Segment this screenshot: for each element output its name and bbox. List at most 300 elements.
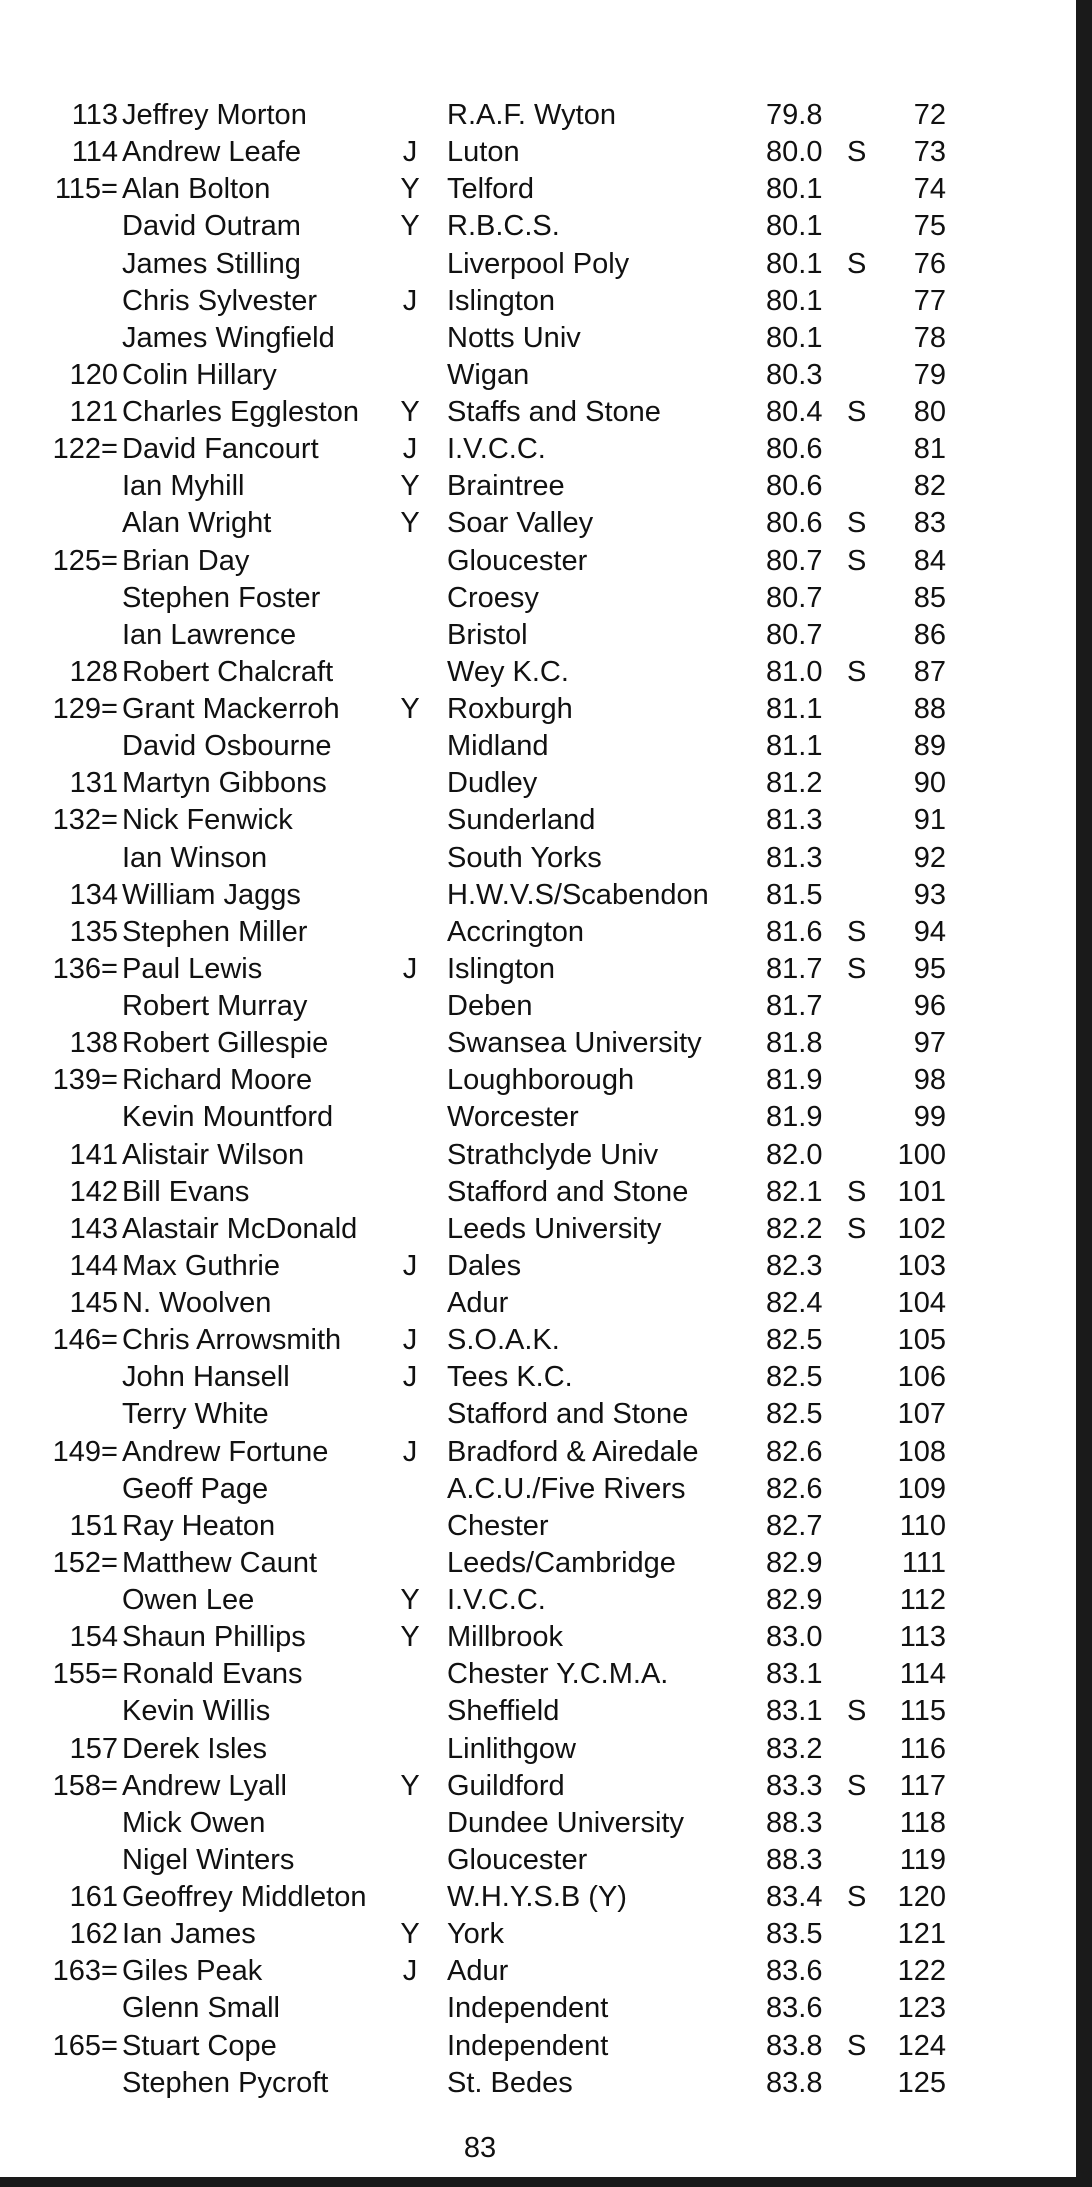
place-number: 110: [899, 1509, 946, 1542]
result-row: [0, 1731, 1060, 1768]
position: 154: [69, 1621, 118, 1654]
result-row: [0, 320, 1060, 357]
place-number: 78: [913, 321, 946, 354]
place-number: 98: [913, 1064, 946, 1097]
club-name: R.B.C.S.: [447, 210, 560, 243]
competitor-name: Owen Lee: [122, 1584, 255, 1616]
finish-time: 83.4: [766, 1881, 823, 1913]
place-number: 114: [899, 1658, 946, 1691]
position: 128: [69, 655, 118, 688]
category-code: J: [402, 433, 418, 466]
competitor-name: William Jaggs: [122, 878, 301, 911]
finish-time: 80.1: [766, 210, 823, 243]
result-row: [0, 1211, 1060, 1248]
finish-time: 83.8: [766, 2029, 823, 2062]
result-row: [0, 2028, 1060, 2065]
club-name: Independent: [447, 2029, 609, 2062]
competitor-name: Paul Lewis: [122, 952, 263, 985]
place-number: 83: [913, 507, 946, 540]
competitor-name: Giles Peak: [122, 1955, 263, 1988]
category-code: J: [402, 952, 418, 985]
result-row: [0, 1545, 1060, 1582]
result-row: [0, 840, 1060, 877]
place-number: 91: [913, 804, 946, 837]
finish-time: 82.0: [766, 1138, 823, 1171]
flag-code: S: [847, 1695, 867, 1728]
finish-time: 80.4: [766, 396, 823, 428]
competitor-name: N. Woolven: [122, 1287, 272, 1319]
finish-time: 82.2: [766, 1212, 823, 1245]
flag-code: S: [847, 136, 867, 169]
place-number: 109: [897, 1472, 946, 1505]
finish-time: 81.2: [766, 767, 823, 800]
competitor-name: Kevin Willis: [122, 1695, 271, 1728]
result-row: [0, 914, 1060, 951]
position: 158=: [52, 1769, 118, 1802]
finish-time: 81.0: [766, 655, 823, 688]
competitor-name: Colin Hillary: [122, 358, 277, 391]
result-row: [0, 1953, 1060, 1990]
finish-time: 79.8: [766, 99, 823, 131]
competitor-name: Robert Chalcraft: [122, 655, 334, 688]
result-row: [0, 951, 1060, 988]
position: 144: [69, 1249, 118, 1282]
club-name: Deben: [447, 990, 533, 1022]
place-number: 80: [913, 396, 946, 428]
competitor-name: David Osbourne: [122, 730, 332, 763]
place-number: 104: [897, 1287, 946, 1319]
place-number: 86: [913, 618, 946, 651]
finish-time: 82.5: [766, 1361, 823, 1394]
place-number: 115: [899, 1695, 946, 1728]
result-row: [0, 1174, 1060, 1211]
position: 113: [71, 99, 118, 131]
finish-time: 82.6: [766, 1472, 823, 1505]
club-name: Sheffield: [447, 1695, 560, 1728]
place-number: 107: [897, 1398, 946, 1431]
competitor-name: Derek Isles: [122, 1732, 268, 1765]
competitor-name: Geoff Page: [122, 1472, 269, 1505]
result-row: [0, 1656, 1060, 1693]
club-name: Leeds/Cambridge: [447, 1546, 676, 1579]
competitor-name: Stephen Foster: [122, 581, 321, 614]
position: 139=: [52, 1064, 118, 1097]
club-name: Wey K.C.: [447, 655, 569, 688]
competitor-name: Ian Lawrence: [122, 618, 297, 651]
flag-code: S: [847, 1212, 867, 1245]
competitor-name: Alan Bolton: [122, 173, 271, 206]
result-row: [0, 1137, 1060, 1174]
position: 132=: [52, 804, 118, 837]
club-name: Dundee University: [447, 1806, 684, 1839]
club-name: A.C.U./Five Rivers: [447, 1472, 686, 1505]
place-number: 84: [913, 544, 946, 577]
finish-time: 82.4: [766, 1287, 823, 1319]
position: 152=: [52, 1546, 118, 1579]
category-code: J: [402, 1249, 418, 1282]
position: 122=: [52, 433, 118, 466]
finish-time: 82.6: [766, 1435, 823, 1468]
category-code: Y: [400, 1584, 420, 1616]
finish-time: 82.1: [766, 1175, 823, 1208]
finish-time: 82.9: [766, 1546, 823, 1579]
finish-time: 80.7: [766, 581, 823, 614]
place-number: 92: [913, 841, 946, 874]
finish-time: 83.1: [766, 1658, 823, 1691]
flag-code: S: [847, 507, 867, 540]
position: 135: [69, 915, 118, 948]
place-number: 108: [897, 1435, 946, 1468]
page-number: 83: [463, 2132, 497, 2164]
position: 162: [69, 1918, 118, 1951]
competitor-name: Andrew Lyall: [122, 1769, 287, 1802]
competitor-name: Ian Winson: [122, 841, 268, 874]
result-row: [0, 1434, 1060, 1471]
club-name: Bradford & Airedale: [447, 1435, 699, 1468]
position: 114: [71, 136, 118, 169]
finish-time: 80.1: [766, 173, 823, 206]
scan-edge-bottom: [0, 2177, 1092, 2187]
flag-code: S: [847, 1881, 867, 1913]
club-name: York: [447, 1918, 504, 1951]
result-row: [0, 431, 1060, 468]
place-number: 106: [897, 1361, 946, 1394]
finish-time: 80.1: [766, 247, 823, 280]
club-name: I.V.C.C.: [447, 1584, 546, 1616]
position: 145: [69, 1287, 118, 1319]
result-row: [0, 1396, 1060, 1433]
position: 131: [69, 767, 118, 800]
competitor-name: Chris Sylvester: [122, 284, 317, 317]
competitor-name: John Hansell: [122, 1361, 290, 1394]
competitor-name: Ian James: [122, 1918, 256, 1951]
competitor-name: Ian Myhill: [122, 470, 245, 503]
finish-time: 88.3: [766, 1843, 823, 1876]
result-row: [0, 1322, 1060, 1359]
place-number: 77: [913, 284, 946, 317]
place-number: 113: [899, 1621, 946, 1654]
club-name: Adur: [447, 1287, 509, 1319]
result-row: [0, 134, 1060, 171]
club-name: Soar Valley: [447, 507, 594, 540]
finish-time: 81.3: [766, 804, 823, 837]
finish-time: 82.7: [766, 1509, 823, 1542]
club-name: Strathclyde Univ: [447, 1138, 659, 1171]
place-number: 73: [913, 136, 946, 169]
position: 142: [69, 1175, 118, 1208]
club-name: Dales: [447, 1249, 522, 1282]
competitor-name: Max Guthrie: [122, 1249, 280, 1282]
club-name: Linlithgow: [447, 1732, 576, 1765]
place-number: 119: [899, 1843, 946, 1876]
category-code: Y: [400, 396, 420, 428]
position: 143: [69, 1212, 118, 1245]
result-row: [0, 988, 1060, 1025]
place-number: 117: [899, 1769, 946, 1802]
competitor-name: Stephen Pycroft: [122, 2066, 329, 2099]
result-row: [0, 1099, 1060, 1136]
club-name: Adur: [447, 1955, 509, 1988]
position: 136=: [52, 952, 118, 985]
result-row: [0, 1359, 1060, 1396]
finish-time: 82.3: [766, 1249, 823, 1282]
place-number: 102: [897, 1212, 946, 1245]
finish-time: 81.6: [766, 915, 823, 948]
place-number: 72: [913, 99, 946, 131]
flag-code: S: [847, 247, 867, 280]
result-row: [0, 1990, 1060, 2027]
place-number: 103: [897, 1249, 946, 1282]
competitor-name: Robert Gillespie: [122, 1027, 329, 1060]
result-row: [0, 505, 1060, 542]
result-row: [0, 1879, 1060, 1916]
position: 121: [69, 396, 118, 428]
competitor-name: Andrew Fortune: [122, 1435, 329, 1468]
place-number: 74: [913, 173, 946, 206]
club-name: Stafford and Stone: [447, 1175, 689, 1208]
result-row: [0, 171, 1060, 208]
place-number: 93: [913, 878, 946, 911]
place-number: 111: [901, 1546, 946, 1579]
finish-time: 80.6: [766, 470, 823, 503]
club-name: Worcester: [447, 1101, 579, 1134]
finish-time: 80.7: [766, 544, 823, 577]
place-number: 89: [913, 730, 946, 763]
competitor-name: Andrew Leafe: [122, 136, 301, 169]
competitor-name: Geoffrey Middleton: [122, 1881, 367, 1913]
club-name: Islington: [447, 952, 556, 985]
place-number: 97: [913, 1027, 946, 1060]
position: 115=: [54, 173, 118, 206]
result-row: [0, 1471, 1060, 1508]
finish-time: 83.3: [766, 1769, 823, 1802]
club-name: Guildford: [447, 1769, 565, 1802]
result-row: [0, 1508, 1060, 1545]
category-code: J: [402, 1435, 418, 1468]
result-row: [0, 654, 1060, 691]
competitor-name: Alan Wright: [122, 507, 272, 540]
result-row: [0, 1768, 1060, 1805]
competitor-name: Charles Eggleston: [122, 396, 359, 428]
competitor-name: James Wingfield: [122, 321, 335, 354]
club-name: Stafford and Stone: [447, 1398, 689, 1431]
place-number: 122: [897, 1955, 946, 1988]
result-row: [0, 97, 1060, 134]
category-code: J: [402, 1324, 418, 1357]
category-code: Y: [400, 210, 420, 243]
position: 125=: [52, 544, 118, 577]
category-code: Y: [400, 470, 420, 503]
finish-time: 83.6: [766, 1992, 823, 2025]
result-row: [0, 1062, 1060, 1099]
club-name: Chester: [447, 1509, 549, 1542]
position: 141: [69, 1138, 118, 1171]
place-number: 99: [913, 1101, 946, 1134]
competitor-name: David Outram: [122, 210, 301, 243]
club-name: Staffs and Stone: [447, 396, 661, 428]
result-row: [0, 728, 1060, 765]
result-row: [0, 543, 1060, 580]
place-number: 95: [913, 952, 946, 985]
place-number: 105: [897, 1324, 946, 1357]
finish-time: 83.1: [766, 1695, 823, 1728]
result-row: [0, 802, 1060, 839]
category-code: J: [402, 1955, 418, 1988]
competitor-name: Matthew Caunt: [122, 1546, 318, 1579]
club-name: Liverpool Poly: [447, 247, 630, 280]
finish-time: 81.9: [766, 1101, 823, 1134]
flag-code: S: [847, 544, 867, 577]
category-code: Y: [400, 693, 420, 725]
result-row: [0, 1916, 1060, 1953]
result-row: [0, 1805, 1060, 1842]
place-number: 118: [899, 1806, 946, 1839]
competitor-name: Richard Moore: [122, 1064, 313, 1097]
competitor-name: Grant Mackerroh: [122, 693, 340, 725]
competitor-name: Ronald Evans: [122, 1658, 303, 1691]
club-name: Telford: [447, 173, 535, 206]
competitor-name: Jeffrey Morton: [122, 99, 307, 131]
place-number: 90: [913, 767, 946, 800]
competitor-name: James Stilling: [122, 247, 301, 280]
result-row: [0, 1693, 1060, 1730]
competitor-name: Ray Heaton: [122, 1509, 276, 1542]
competitor-name: David Fancourt: [122, 433, 319, 466]
position: 155=: [52, 1658, 118, 1691]
flag-code: S: [847, 1175, 867, 1208]
club-name: Chester Y.C.M.A.: [447, 1658, 669, 1691]
finish-time: 82.9: [766, 1584, 823, 1616]
result-row: [0, 765, 1060, 802]
competitor-name: Stephen Miller: [122, 915, 308, 948]
place-number: 81: [913, 433, 946, 466]
scan-edge-right: [1076, 0, 1092, 2187]
competitor-name: Martyn Gibbons: [122, 767, 327, 800]
competitor-name: Robert Murray: [122, 990, 308, 1022]
club-name: Leeds University: [447, 1212, 662, 1245]
finish-time: 81.5: [766, 878, 823, 911]
position: 120: [69, 358, 118, 391]
club-name: Dudley: [447, 767, 538, 800]
category-code: Y: [400, 1621, 420, 1654]
category-code: J: [402, 1361, 418, 1394]
result-row: [0, 394, 1060, 431]
place-number: 120: [897, 1881, 946, 1913]
finish-time: 80.1: [766, 321, 823, 354]
result-row: [0, 1285, 1060, 1322]
club-name: I.V.C.C.: [447, 433, 546, 466]
flag-code: S: [847, 915, 867, 948]
place-number: 121: [897, 1918, 946, 1951]
results-list: [0, 97, 1060, 2102]
club-name: Croesy: [447, 581, 539, 614]
position: 129=: [52, 693, 118, 725]
position: 157: [69, 1732, 118, 1765]
club-name: R.A.F. Wyton: [447, 99, 616, 131]
competitor-name: Kevin Mountford: [122, 1101, 334, 1134]
competitor-name: Glenn Small: [122, 1992, 280, 2025]
finish-time: 83.5: [766, 1918, 823, 1951]
result-row: [0, 877, 1060, 914]
place-number: 96: [913, 990, 946, 1022]
club-name: South Yorks: [447, 841, 602, 874]
finish-time: 81.3: [766, 841, 823, 874]
club-name: St. Bedes: [447, 2066, 573, 2099]
club-name: Luton: [447, 136, 520, 169]
category-code: Y: [400, 1918, 420, 1951]
finish-time: 88.3: [766, 1806, 823, 1839]
club-name: Wigan: [447, 358, 530, 391]
club-name: Midland: [447, 730, 549, 763]
flag-code: S: [847, 655, 867, 688]
competitor-name: Terry White: [122, 1398, 269, 1431]
club-name: Bristol: [447, 618, 528, 651]
position: 163=: [52, 1955, 118, 1988]
competitor-name: Shaun Phillips: [122, 1621, 306, 1654]
finish-time: 80.3: [766, 358, 823, 391]
result-row: [0, 1619, 1060, 1656]
competitor-name: Alastair McDonald: [122, 1212, 358, 1245]
place-number: 88: [913, 693, 946, 725]
result-row: [0, 691, 1060, 728]
club-name: Roxburgh: [447, 693, 573, 725]
finish-time: 81.9: [766, 1064, 823, 1097]
position: 138: [69, 1027, 118, 1060]
result-row: [0, 1025, 1060, 1062]
finish-time: 80.7: [766, 618, 823, 651]
finish-time: 80.6: [766, 433, 823, 466]
place-number: 79: [913, 358, 946, 391]
club-name: S.O.A.K.: [447, 1324, 560, 1357]
finish-time: 80.6: [766, 507, 823, 540]
place-number: 75: [913, 210, 946, 243]
competitor-name: Stuart Cope: [122, 2029, 277, 2062]
competitor-name: Mick Owen: [122, 1806, 266, 1839]
competitor-name: Bill Evans: [122, 1175, 250, 1208]
club-name: Loughborough: [447, 1064, 635, 1097]
finish-time: 81.1: [766, 730, 823, 763]
place-number: 87: [913, 655, 946, 688]
place-number: 100: [897, 1138, 946, 1171]
finish-time: 82.5: [766, 1398, 823, 1431]
finish-time: 81.1: [766, 693, 823, 725]
category-code: Y: [400, 1769, 420, 1802]
club-name: Millbrook: [447, 1621, 564, 1654]
place-number: 82: [913, 470, 946, 503]
club-name: Tees K.C.: [447, 1361, 573, 1394]
position: 161: [69, 1881, 118, 1913]
finish-time: 80.1: [766, 284, 823, 317]
category-code: Y: [400, 173, 420, 206]
flag-code: S: [847, 396, 867, 428]
position: 134: [69, 878, 118, 911]
finish-time: 83.0: [766, 1621, 823, 1654]
place-number: 116: [899, 1732, 946, 1765]
finish-time: 83.8: [766, 2066, 823, 2099]
position: 151: [69, 1509, 118, 1542]
club-name: Gloucester: [447, 544, 588, 577]
finish-time: 81.8: [766, 1027, 823, 1060]
place-number: 94: [913, 915, 946, 948]
result-row: [0, 1842, 1060, 1879]
position: 165=: [52, 2029, 118, 2062]
result-row: [0, 2065, 1060, 2102]
category-code: Y: [400, 507, 420, 540]
result-row: [0, 468, 1060, 505]
finish-time: 82.5: [766, 1324, 823, 1357]
result-row: [0, 357, 1060, 394]
club-name: Braintree: [447, 470, 565, 503]
